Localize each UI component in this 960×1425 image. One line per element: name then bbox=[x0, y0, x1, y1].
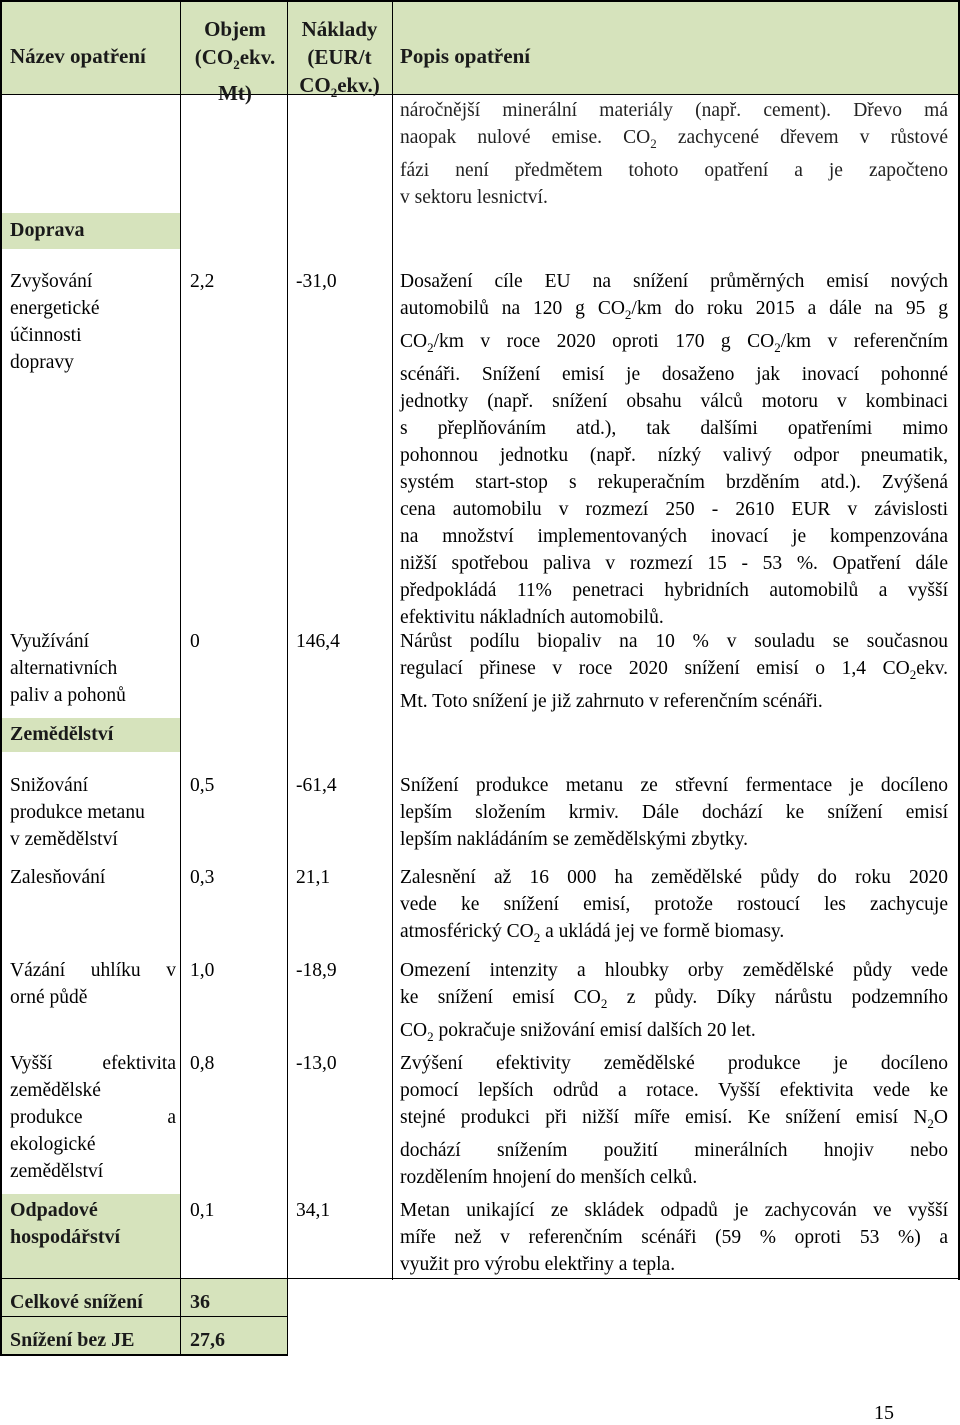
row4-cost: 21,1 bbox=[296, 867, 331, 888]
header-objem: Objem ($CO_2ekv$. Mt) bbox=[194, 17, 276, 106]
row4-description: Zalesnění až 16 000 ha zemědělské půdy do roku 2020 vede ke snížení emisí, protože rostoucí les zachycuje atmosférický $CO_2$ a ukládá jej ve formě biomasy. bbox=[400, 867, 948, 945]
section-zemedelstvi: Zemědělství bbox=[10, 723, 114, 745]
row6-description: Zvýšení efektivity zemědělské produkce je docíleno pomocí lepších odrůd a rotace. Vyšší efektivita vede ke stejné produkci při nižší míře emisí. Ke snížení emisí $N_2O$ dochází snížením použití minerálních hnojiv nebo rozdělením hnojení do menších celků. bbox=[400, 1053, 948, 1188]
row7-description: Metan unikající ze skládek odpadů je zachycován ve vyšší míře než v referenčním scénáři (59 % oproti 53 %) a využit pro výrobu elektřiny a tepla. bbox=[400, 1200, 948, 1275]
row5-name: Vázání uhlíku v orné půdě bbox=[10, 960, 176, 1008]
row1-name: Zvyšování energetické účinnosti dopravy bbox=[10, 271, 100, 373]
header-nazev: Název opatření bbox=[10, 44, 146, 68]
total-value: 36 bbox=[190, 1291, 210, 1313]
header-naklady: Náklady (EUR/t $CO_2ekv$.) bbox=[299, 17, 380, 101]
nonuclear-value: 27,6 bbox=[190, 1329, 225, 1351]
row3-description: Snížení produkce metanu ze střevní fermentace je docíleno lepším složením krmiv. Dále dochází ke snížení emisí lepším nakládáním se zemědělskými zbytky. bbox=[400, 775, 948, 850]
row1-cost: -31,0 bbox=[296, 271, 337, 292]
row3-name: Snižování produkce metanu v zemědělství bbox=[10, 775, 145, 850]
section-doprava: Doprava bbox=[10, 219, 85, 241]
row1-volume: 2,2 bbox=[190, 271, 215, 292]
row6-cost: -13,0 bbox=[296, 1053, 337, 1074]
page-number: 15 bbox=[874, 1402, 894, 1424]
row1-description: Dosažení cíle EU na snížení průměrných emisí nových automobilů na 120 g $CO_2/km$ do roku 2015 a dále na 95 g $CO_2/km$ v roce 2020 oproti 170 g $CO_2/km$ v referenčním scénáři. Snížení emisí je dosaženo jak inovací pohonné jednotky (např. snížení obsahu válců motoru v kombinaci s přeplňováním atd.), tak dalšími opatřeními mimo pohonnou jednotku (např. nízký valivý odpor pneumatik, systém start-stop s rekuperačním brzděním atd.). Zvýšená cena automobilu v rozmezí 250 - 2610 EUR v závislosti na množství implementovaných inovací je kompenzována nižší spotřebou paliva v rozmezí 15 - 53 %. Opatření dále předpokládá 11% penetraci hybridních automobilů a vyšší efektivitu nákladních automobilů. bbox=[400, 271, 948, 628]
row5-cost: -18,9 bbox=[296, 960, 337, 981]
row7-cost: 34,1 bbox=[296, 1200, 331, 1221]
row3-cost: -61,4 bbox=[296, 775, 337, 796]
row7-volume: 0,1 bbox=[190, 1200, 215, 1221]
total-label: Celkové snížení bbox=[10, 1291, 143, 1313]
row2-volume: 0 bbox=[190, 631, 200, 652]
header-popis: Popis opatření bbox=[400, 44, 531, 68]
row2-name: Využívání alternativních paliv a pohonů bbox=[10, 631, 126, 706]
intro-description: náročnější minerální materiály (např. cement). Dřevo má naopak nulové emise. $CO_2$ zachycené dřevem v růstové fázi není předmětem tohoto opatření a je započteno v sektoru lesnictví. bbox=[400, 100, 948, 208]
row5-volume: 1,0 bbox=[190, 960, 215, 981]
row2-cost: 146,4 bbox=[296, 631, 340, 652]
nonuclear-label: Snížení bez JE bbox=[10, 1329, 135, 1351]
row3-volume: 0,5 bbox=[190, 775, 215, 796]
row2-description: Nárůst podílu biopaliv na 10 % v souladu se současnou regulací přinese v roce 2020 snížení emisí o 1,4 $CO_2ekv$. Mt. Toto snížení je již zahrnuto v referenčním scénáři. bbox=[400, 631, 948, 712]
row4-volume: 0,3 bbox=[190, 867, 215, 888]
section-odpady: Odpadové hospodářství bbox=[10, 1199, 121, 1248]
row6-volume: 0,8 bbox=[190, 1053, 215, 1074]
row4-name: Zalesňování bbox=[10, 867, 106, 888]
row6-name: Vyšší efektivita zemědělské produkce a ekologické zemědělství bbox=[10, 1053, 176, 1182]
row5-description: Omezení intenzity a hloubky orby zemědělské půdy vede ke snížení emisí $CO_2$ z půdy. Díky nárůstu podzemního $CO_2$ pokračuje snižování emisí dalších 20 let. bbox=[400, 960, 948, 1044]
